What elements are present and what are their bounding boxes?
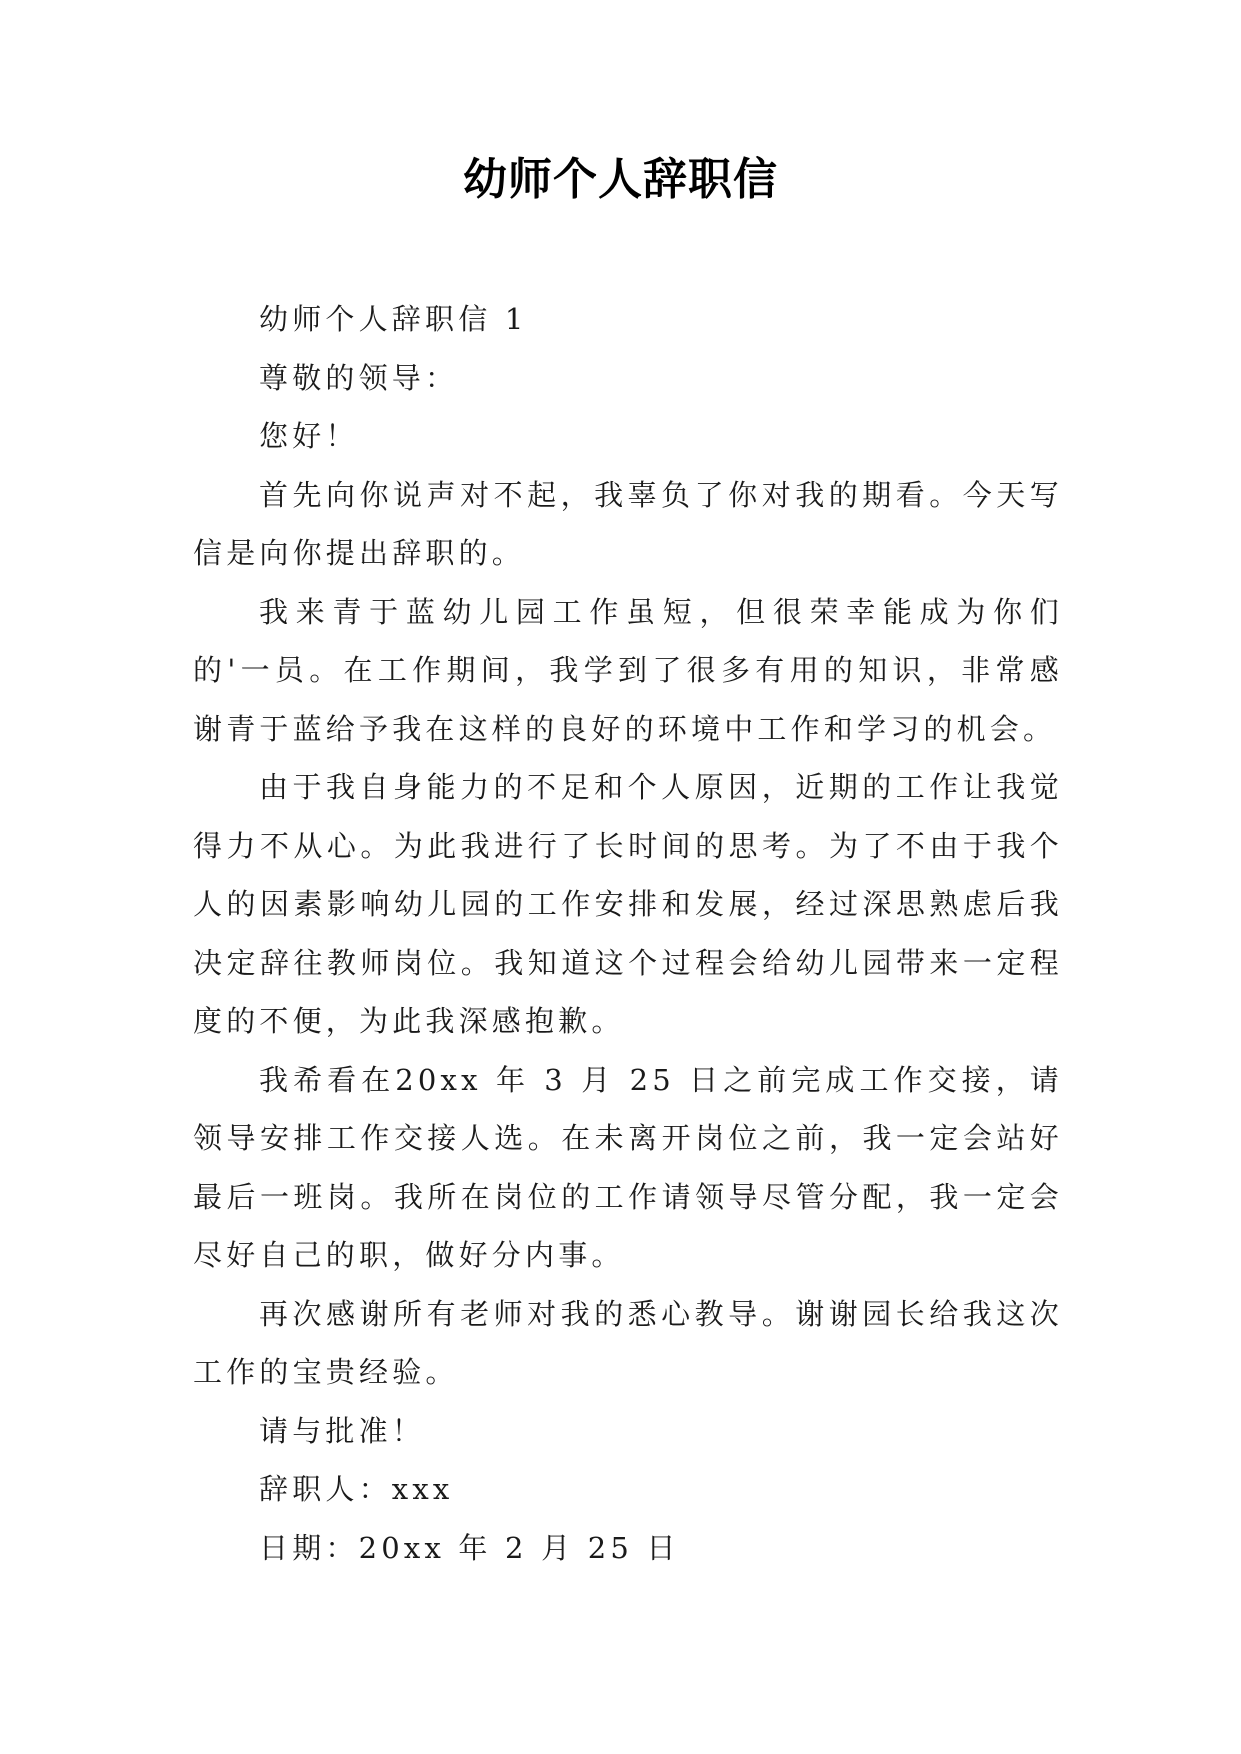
body-paragraph: 我希看在20xx 年 3 月 25 日之前完成工作交接，请领导安排工作交接人选。在未离开岗位之前，我一定会站好最后一班岗。我所在岗位的工作请领导尽管分配，我一定会尽好自己的职，做好分内事。 xyxy=(193,1062,1063,1272)
letter-heading: 幼师个人辞职信 1 xyxy=(259,302,528,336)
body-paragraph: 首先向你说声对不起，我辜负了你对我的期看。今天写信是向你提出辞职的。 xyxy=(193,477,1063,570)
date: 日期：20xx 年 2 月 25 日 xyxy=(259,1530,680,1565)
salutation: 尊敬的领导： xyxy=(259,360,459,395)
signature: 辞职人：xxx xyxy=(259,1472,454,1506)
body-paragraph: 再次感谢所有老师对我的悉心教导。谢谢园长给我这次工作的宝贵经验。 xyxy=(193,1296,1063,1389)
document-body xyxy=(193,290,1063,1577)
greeting: 您好！ xyxy=(259,419,359,453)
body-paragraph: 我来青于蓝幼儿园工作虽短，但很荣幸能成为你们的'一员。在工作期间，我学到了很多有用的知识，非常感谢青于蓝给予我在这样的良好的环境中工作和学习的机会。 xyxy=(193,594,1063,746)
closing: 请与批准！ xyxy=(259,1413,426,1448)
document-title: 幼师个人辞职信 xyxy=(463,154,778,205)
body-paragraph: 由于我自身能力的不足和个人原因，近期的工作让我觉得力不从心。为此我进行了长时间的思考。为了不由于我个人的因素影响幼儿园的工作安排和发展，经过深思熟虑后我决定辞往教师岗位。我知道这个过程会给幼儿园带来一定程度的不便，为此我深感抱歉。 xyxy=(193,770,1063,1038)
